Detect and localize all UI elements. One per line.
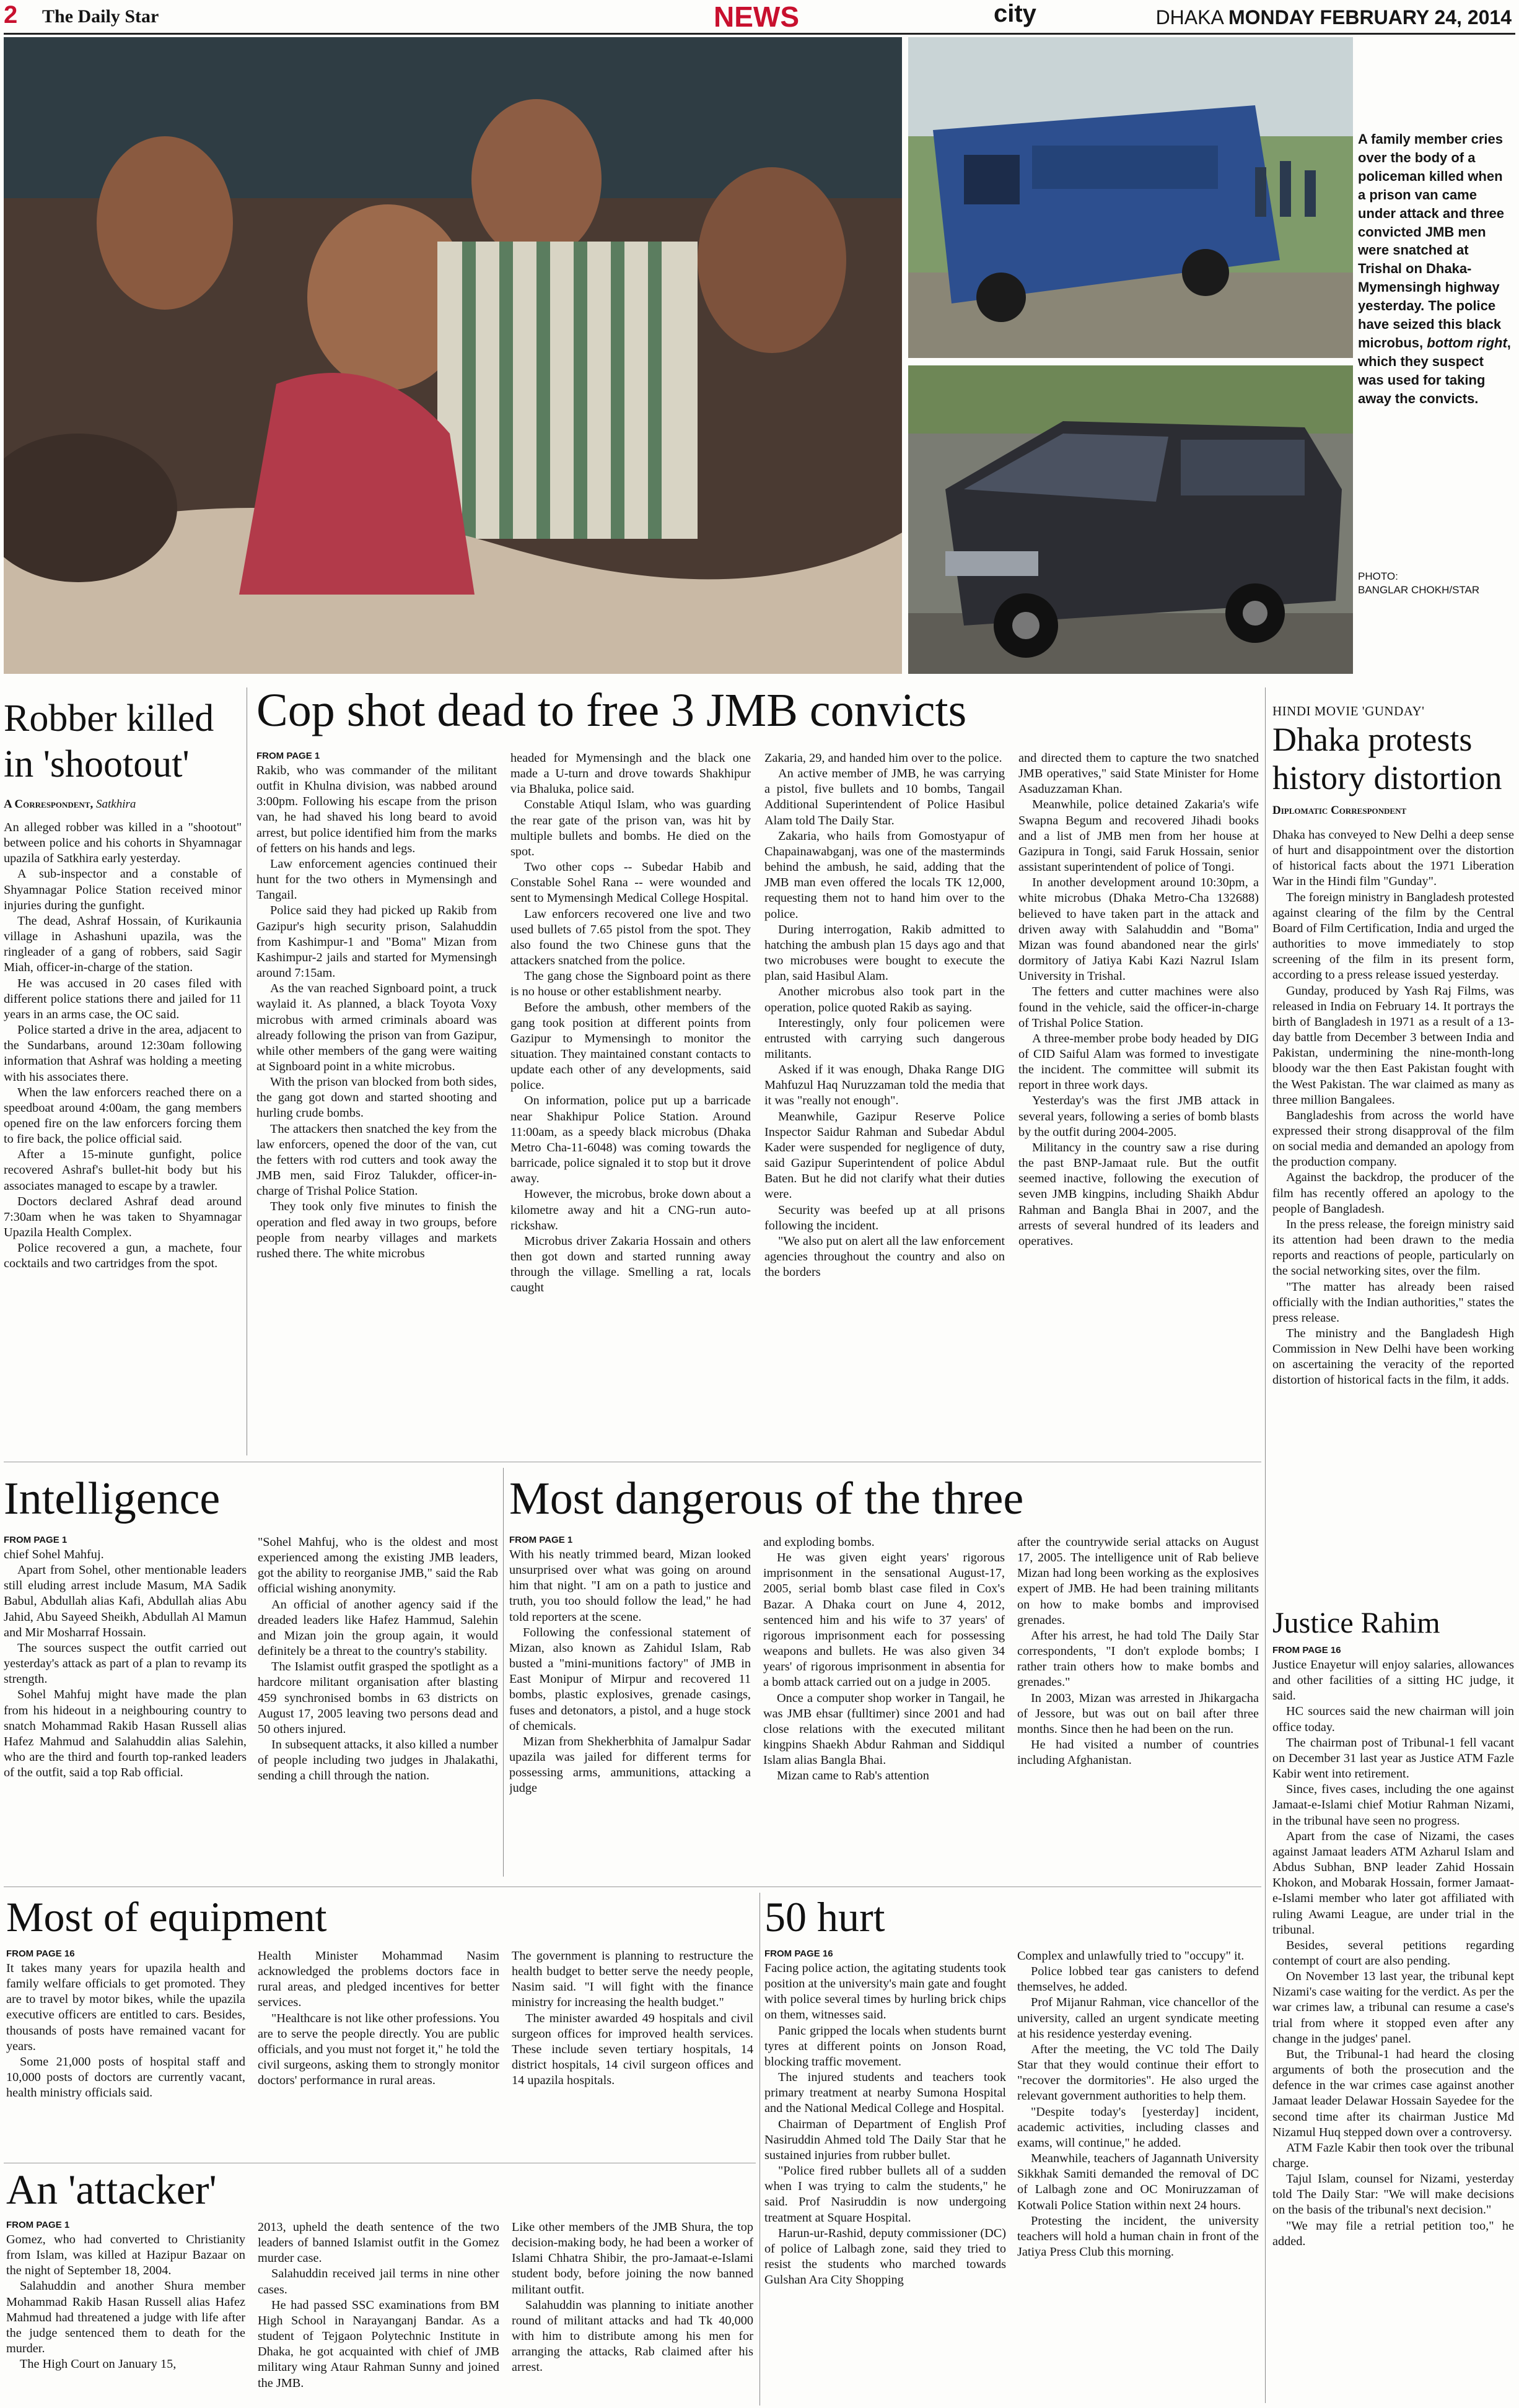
cop-column-1 <box>256 763 497 1449</box>
attacker-column-3 <box>512 2220 753 2406</box>
hurt-paragraph: The injured students and teachers took primary treatment at nearby Sumona Hospital and the National Medical College and Hospital. <box>764 2070 1006 2116</box>
photo-credit <box>1358 570 1513 597</box>
cop-paragraph: Rakib, who was commander of the militant outfit in Khulna division, was nabbed around 3:00pm. Following his escape from the prison van, he had shaved his long beard to avoid arrest, but police identified him from the marks of fetters on his hands and legs. <box>256 764 497 855</box>
gunday-paragraph: "The matter has already been raised officially with the Indian authorities," states the press release. <box>1272 1280 1514 1325</box>
cop-paragraph: Law enforcers recovered one live and two used bullets of 7.65 pistol from the spot. They also found the two Chinese guns that the attackers snatched from the police. <box>510 907 751 968</box>
attacker-paragraph: Salahuddin and another Shura member Mohammad Rakib Hasan Russell alias Hafez Mahmud had threatened a judge with life after the judge sentenced them to death for the murder. <box>6 2279 245 2356</box>
cop-paragraph: headed for Mymensingh and the black one made a U-turn and drove towards Shakhipur via Bhaluka, police said. <box>510 751 751 796</box>
hurt-paragraph: Meanwhile, teachers of Jagannath University Sikkhak Samiti demanded the removal of DC of Lalbagh zone and OC Moniruzzaman of Kotwali Police Station within next 24 hours. <box>1017 2152 1259 2212</box>
equipment-paragraph: "Healthcare is not like other professions. You are to serve the people directly. You are public officials, and you must not forget it," he told the civil surgeons, asking them to strongly monitor doctors' performance in rural areas. <box>258 2011 499 2088</box>
attacker-column-1 <box>6 2232 245 2406</box>
rahim-headline: Justice Rahim <box>1272 1607 1440 1639</box>
page-number: 2 <box>4 1 18 28</box>
equipment-headline: Most of equipment <box>6 1893 327 1940</box>
cop-paragraph: Zakaria, 29, and handed him over to the police. <box>764 751 1002 765</box>
equipment-column-2 <box>258 1948 499 2162</box>
robber-paragraph: An alleged robber was killed in a "shootout" between police and his cohorts in Shyamnagar upazila of Satkhira early yesterday. <box>4 821 242 866</box>
cop-from-page: FROM PAGE 1 <box>256 751 320 761</box>
intelligence-paragraph: Apart from Sohel, other mentionable leaders still eluding arrest include Masum, MA Sadik Babul, Abdullah alias Kafi, Abdullah alias Abu Jahid, Abu Sayeed Sheikh, Abdullah Al Mamun and Mir Mosharraf Hossain. <box>4 1563 247 1639</box>
robber-paragraph: He was accused in 20 cases filed with different police stations there and jailed for 11 years in an arms case, the OC said. <box>4 976 242 1021</box>
equipment-paragraph: It takes many years for upazila health and family welfare officials to get promoted. They are to travel by motor bikes, while the upazila executive officers are entitled to cars. Besides, thousands of posts have remained vacant for years. <box>6 1961 245 2053</box>
intelligence-paragraph: The sources suspect the outfit carried out yesterday's attack as part of a plan to revamp its strength. <box>4 1641 247 1686</box>
intelligence-paragraph: chief Sohel Mahfuj. <box>4 1548 104 1561</box>
cop-paragraph: Security was beefed up at all prisons following the incident. <box>764 1203 1005 1232</box>
robber-body <box>4 820 242 1447</box>
attacker-column-2 <box>258 2220 499 2406</box>
intelligence-paragraph: An official of another agency said if the dreaded leaders like Hafez Hammud, Salehin and Mizan join the group again, it would definitely be a threat to the country's stability. <box>258 1597 498 1659</box>
intelligence-column-1 <box>4 1547 247 1878</box>
equipment-paragraph: The government is planning to restructure the health budget to better serve the needy people, Nasim said. "I will fight with the finance ministry for increasing the health budget." <box>512 1949 753 2010</box>
robber-paragraph: After a 15-minute gunfight, police recovered Ashraf's bullet-hit body but his associates managed to escape by a trawler. <box>4 1148 242 1193</box>
hurt-paragraph: Chairman of Department of English Prof Nasiruddin Ahmed told The Daily Star that he sustained injuries from rubber bullet. <box>764 2117 1006 2162</box>
hurt-paragraph: "Police fired rubber bullets all of a sudden when I was trying to calm the students," he said. Prof Nasiruddin is now undergoing treatment at Square Hospital. <box>764 2164 1006 2225</box>
attacker-from-page: FROM PAGE 1 <box>6 2220 70 2230</box>
attacker-paragraph: Salahuddin was planning to initiate another round of militant attacks and had Tk 40,000 with him to distribute among his men for arranging the attacks, Rab claimed after his arrest. <box>512 2298 753 2375</box>
cop-paragraph: The gang chose the Signboard point as there is no house or other establishment nearby. <box>510 969 751 999</box>
robber-headline-1: Robber killed <box>4 697 214 739</box>
attacker-paragraph: 2013, upheld the death sentence of the two leaders of banned Islamist outfit in the Gomez murder case. <box>258 2220 499 2266</box>
hurt-column-1 <box>764 1961 1006 2406</box>
intelligence-paragraph: In subsequent attacks, it also killed a number of people including two judges in Jhalakathi, sending a chill through the nation. <box>258 1738 498 1783</box>
robber-paragraph: The dead, Ashraf Hossain, of Kurikaunia village in Ashashuni upazila, was the ringleader of a gang of robbers, said Sagir Miah, officer-in-charge of the station. <box>4 914 242 975</box>
column-rule <box>1265 687 1266 2403</box>
cop-paragraph: In another development around 10:30pm, a white microbus (Dhaka Metro-Cha 132688) believed to have taken part in the attack and driven away with Salahuddin and "Boma" Mizan was found abandoned near the girls' dormitory of Jatiya Kabi Kazi Nazrul Islam University in Trishal. <box>1018 876 1259 984</box>
rahim-paragraph: Apart from the case of Nizami, the cases against Jamaat leaders ATM Azharul Islam and Abdus Subhan, BNP leader Zahid Hossain Khokon, and Mobarak Hossain, former Jamaat-e-Islami member who later got affiliated with ruling Awami League, are under trial in the tribunal. <box>1272 1829 1514 1937</box>
intelligence-paragraph: Sohel Mahfuj might have made the plan from his hideout in a neighbouring country to snatch Mohammad Rakib Hasan Russell alias Hafez Mahmud and Salahuddin alias Salehin, who are the third and fourth top-ranked leaders of the outfit, said a top Rab official. <box>4 1688 247 1780</box>
cop-paragraph: An active member of JMB, he was carrying a pistol, five bullets and 10 bombs, Tangail Additional Superintendent of Police Hasibul Alam told The Daily Star. <box>764 767 1005 827</box>
cop-paragraph: Two other cops -- Subedar Habib and Constable Sohel Rana -- were wounded and sent to Mymensingh Medical College Hospital. <box>510 860 751 905</box>
photo-prison-van <box>908 37 1353 358</box>
hurt-headline: 50 hurt <box>764 1893 885 1940</box>
robber-paragraph: Police recovered a gun, a machete, four cocktails and two cartridges from the spot. <box>4 1241 242 1271</box>
credit-label: PHOTO: <box>1358 570 1398 582</box>
cop-paragraph: Police said they had picked up Rakib from Gazipur's high security prison, Salahuddin from Kashimpur-1 and "Boma" Mizan from Kashimpur-2 jails and started for Mymensingh around 7:15am. <box>256 904 497 980</box>
dangerous-paragraph: He had visited a number of countries including Afghanistan. <box>1017 1738 1259 1768</box>
cop-paragraph: Zakaria, who hails from Gomostyapur of Chapainawabganj, was one of the masterminds behind the ambush, he said, adding that the JMB man even offered the locals TK 12,000, requesting them not to hand him over to the police. <box>764 829 1005 921</box>
intelligence-paragraph: "Sohel Mahfuj, who is the oldest and most experienced among the existing JMB leaders, got the ability to reorganise JMB," said the Rab official wishing anonymity. <box>258 1535 498 1596</box>
dangerous-paragraph: Mizan came to Rab's attention <box>777 1769 929 1783</box>
gunday-byline: Diplomatic Correspondent <box>1272 804 1407 817</box>
cop-paragraph: During interrogation, Rakib admitted to hatching the ambush plan 15 days ago and that two microbuses were bought to execute the plan, said Hasibul Alam. <box>764 922 1005 984</box>
gunday-kicker: HINDI MOVIE 'GUNDAY' <box>1272 704 1425 718</box>
dangerous-from-page: FROM PAGE 1 <box>509 1535 573 1545</box>
cop-paragraph: Law enforcement agencies continued their hunt for the two others in Mymensingh and Tangail. <box>256 857 497 902</box>
dateline-date: MONDAY FEBRUARY 24, 2014 <box>1228 6 1512 28</box>
hurt-paragraph: Police lobbed tear gas canisters to defend themselves, he added. <box>1017 1965 1259 1994</box>
paper-name: The Daily Star <box>42 6 159 27</box>
dangerous-paragraph: after the countrywide serial attacks on August 17, 2005. The intelligence unit of Rab believe Mizan had long been working as the explosives expert of JMB. He had been training militants on how to make bombs and improvised grenades. <box>1017 1535 1259 1627</box>
cop-paragraph: and directed them to capture the two snatched JMB operatives," said State Minister for Home Asaduzzaman Khan. <box>1018 751 1259 796</box>
hurt-column-2 <box>1017 1948 1259 2406</box>
masthead <box>4 0 1515 35</box>
gunday-paragraph: Gunday, produced by Yash Raj Films, was released in India on February 14. It portrays the birth of Bangladesh in 1971 as a result of a 13-day battle from December 3 between India and Pakistan, undermining the nine-month-long bloody war the then East Pakistan fought with the West Pakistan. The war claimed as many as three million Bangalees. <box>1272 984 1514 1107</box>
robber-headline-2: in 'shootout' <box>4 743 190 785</box>
hurt-paragraph: "Despite today's [yesterday] incident, academic activities, including classes and exams, will continue," he added. <box>1017 2105 1259 2150</box>
hurt-paragraph: Facing police action, the agitating students took position at the university's main gate and fought with police several times by hurling brick chips on them, witnesses said. <box>764 1961 1006 2022</box>
subsection-label: city <box>994 0 1036 27</box>
cop-paragraph: Militancy in the country saw a rise during the past BNP-Jamaat rule. But the outfit seemed inactive, following the execution of seven JMB kingpins, including Shaikh Abdur Rahman and Bangla Bhai in 2007, and the arrests of several hundred of its leaders and operatives. <box>1018 1140 1259 1248</box>
attacker-headline: An 'attacker' <box>6 2166 217 2213</box>
cop-column-3 <box>764 751 1005 1449</box>
cop-paragraph: The attackers then snatched the key from the law enforcers, opened the door of the van, cut the fetters with rod cutters and took away the JMB men, said Firoz Talukder, officer-in-charge of Trishal Police Station. <box>256 1122 497 1198</box>
cop-paragraph: Constable Atiqul Islam, who was guarding the rear gate of the prison van, was hit by multiple bullets and bombs. He died on the spot. <box>510 798 751 858</box>
rahim-paragraph: Besides, several petitions regarding contempt of court are also pending. <box>1272 1938 1514 1968</box>
equipment-column-1 <box>6 1961 245 2162</box>
equipment-paragraph: Some 21,000 posts of hospital staff and 10,000 posts of doctors are currently vacant, health ministry officials said. <box>6 2054 245 2100</box>
dangerous-column-2 <box>763 1535 1005 1878</box>
attacker-paragraph: Like other members of the JMB Shura, the top decision-making body, he had been a worker of Islami Chhatra Shibir, the pro-Jamaat-e-Islami student body, before joining the now banned militant outfit. <box>512 2220 753 2297</box>
rahim-paragraph: But, the Tribunal-1 had heard the closing arguments of both the prosecution and the defence in the war crimes case against another Jamaat leader Delawar Hossain Sayedee for the second time after its chairman Justice Md Nizamul Huq stepped down over a controversy. <box>1272 2047 1514 2139</box>
photo-caption <box>1358 130 1513 408</box>
dangerous-column-3 <box>1017 1535 1259 1878</box>
dateline-city: DHAKA <box>1155 6 1224 28</box>
cop-paragraph: "We also put on alert all the law enforcement agencies throughout the country and also on the borders <box>764 1234 1005 1280</box>
dangerous-column-1 <box>509 1547 751 1878</box>
intelligence-column-2 <box>258 1535 498 1878</box>
hurt-paragraph: After the meeting, the VC told The Daily Star that they would continue their effort to "recover the dormitories". He also urged the relevant government authorities to help them. <box>1017 2042 1259 2103</box>
equipment-column-3 <box>512 1948 753 2162</box>
photo-mourners <box>4 37 902 674</box>
cop-paragraph: A three-member probe body headed by DIG of CID Saiful Alam was formed to investigate the incident. The committee will submit its report in three work days. <box>1018 1031 1259 1093</box>
cop-paragraph: Microbus driver Zakaria Hossain and others then got down and started running away through the village. Smelling a rat, locals caught <box>510 1234 751 1295</box>
hurt-paragraph: Protesting the incident, the university teachers will hold a human chain in front of the Jatiya Press Club this morning. <box>1017 2214 1259 2259</box>
robber-byline <box>4 798 136 811</box>
rahim-paragraph: Justice Enayetur will enjoy salaries, allowances and other facilities of a sitting HC judge, it said. <box>1272 1658 1514 1703</box>
robber-paragraph: A sub-inspector and a constable of Shyamnagar Police Station received minor injuries during the gunfight. <box>4 867 242 912</box>
gunday-headline-2: history distortion <box>1272 759 1502 796</box>
rahim-paragraph: HC sources said the new chairman will join office today. <box>1272 1704 1514 1734</box>
caption-text-b: , which they suspect was used for taking away the convicts. <box>1358 334 1511 406</box>
gunday-paragraph: The foreign ministry in Bangladesh protested against clearing of the film by the Central Board of Film Certification, India and urged the authorities to move immediately to stop screening of the film in its present form, according to a press release issued yesterday. <box>1272 890 1514 982</box>
gunday-paragraph: Bangladeshis from across the world have expressed their strong disapproval of the film on social media and demanded an apology from the production company. <box>1272 1108 1514 1169</box>
rahim-body <box>1272 1657 1514 2404</box>
dangerous-paragraph: and exploding bombs. <box>763 1535 875 1549</box>
attacker-paragraph: The High Court on January 15, <box>20 2357 177 2371</box>
rahim-paragraph: On November 13 last year, the tribunal kept Nizami's case waiting for the verdict. As per the war crimes law, a tribunal can resume a case's trial from where it stopped even after any change in the judges' panel. <box>1272 1970 1514 2046</box>
equipment-paragraph: The minister awarded 49 hospitals and civil surgeon offices for improved health services. These include seven tertiary hospitals, 14 district hospitals, 14 civil surgeon offices and 14 upazila hospitals. <box>512 2011 753 2088</box>
cop-paragraph: Asked if it was enough, Dhaka Range DIG Mahfuzul Haq Nuruzzaman told the media that it was "really not enough". <box>764 1063 1005 1108</box>
dangerous-paragraph: He was given eight years' rigorous imprisonment in the sensational August-17, 2005, serial bomb blast case filed in Cox's Bazar. A Dhaka court on June 4, 2012, sentenced him and his wife to 37 years' of rigorous imprisonment each for possessing weapons and bullets. He was also given 34 years' of rigorous imprisonment in absentia for a bomb attack carried out on a judge in 2005. <box>763 1551 1005 1690</box>
attacker-paragraph: Gomez, who had converted to Christianity from Islam, was killed at Hazipur Bazaar on the night of September 18, 2004. <box>6 2233 245 2278</box>
credit-name: BANGLAR CHOKH/STAR <box>1358 584 1480 596</box>
section-label: NEWS <box>714 1 799 33</box>
cop-column-4 <box>1018 751 1259 1449</box>
cop-headline: Cop shot dead to free 3 JMB convicts <box>256 684 967 736</box>
cop-paragraph: With the prison van blocked from both sides, the gang got down and started shooting and hurling crude bombs. <box>256 1075 497 1120</box>
robber-paragraph: Police started a drive in the area, adjacent to the Sundarbans, around 12:30am following information that Ashraf was holding a meeting with his associates there. <box>4 1023 242 1084</box>
gunday-paragraph: The ministry and the Bangladesh High Commission in New Delhi have been working on ascertaining the veracity of the reported distortion of historical facts in the film, it adds. <box>1272 1327 1514 1387</box>
rahim-paragraph: ATM Fazle Kabir then took over the tribunal charge. <box>1272 2140 1514 2170</box>
dangerous-paragraph: After his arrest, he had told The Daily Star correspondents, "I don't explode bombs; I rather train others how to make bombs and grenades." <box>1017 1628 1259 1690</box>
hurt-paragraph: Prof Mijanur Rahman, vice chancellor of the university, called an urgent syndicate meeting at his residence yesterday evening. <box>1017 1996 1259 2041</box>
equipment-from-page: FROM PAGE 16 <box>6 1948 75 1959</box>
dangerous-paragraph: With his neatly trimmed beard, Mizan looked unsurprised over what was going on around him that night. "I am on a path to justice and truth, you too should follow the lead," he had told reporters at the scene. <box>509 1548 751 1624</box>
robber-paragraph: Doctors declared Ashraf dead around 7:30am when he was taken to Shyamnagar Upazila Health Complex. <box>4 1194 242 1240</box>
intelligence-paragraph: The Islamist outfit grasped the spotlight as a hardcore militant organisation after blasting 459 synchronised bombs in 63 districts on August 17, 2005 leaving two persons dead and 50 others injured. <box>258 1660 498 1736</box>
hurt-paragraph: Panic gripped the locals when students burnt tyres at different points on Jonson Road, blocking traffic movement. <box>764 2023 1006 2069</box>
cop-paragraph: Meanwhile, Gazipur Reserve Police Inspector Saidur Rahman and Subedar Abdul Kader were suspended for negligence of duty, said Gazipur Superintendent of police Abdul Baten. But he did not clarify what their duties were. <box>764 1109 1005 1202</box>
equipment-paragraph: Health Minister Mohammad Nasim acknowledged the problems doctors face in rural areas, and pledged incentives for better services. <box>258 1949 499 2010</box>
dangerous-paragraph: Following the confessional statement of Mizan, also known as Zahidul Islam, Rab busted a "mini-munitions factory" of JMB in East Monipur of Mirpur and recovered 11 bombs, plastic explosives, grenade casings, fuses and detonators, a pistol, and a huge stock of chemicals. <box>509 1625 751 1733</box>
rahim-paragraph: The chairman post of Tribunal-1 fell vacant on December 31 last year as Justice ATM Fazle Kabir went into retirement. <box>1272 1735 1514 1781</box>
robber-byline-place: Satkhira <box>96 798 136 811</box>
dateline <box>1156 6 1512 29</box>
cop-paragraph: They took only five minutes to finish the operation and fled away in two groups, before people from nearby villages and markets rushed there. The white microbus <box>256 1200 497 1260</box>
gunday-paragraph: Dhaka has conveyed to New Delhi a deep sense of hurt and disappointment over the distortion of historical facts about the 1971 Liberation War in the Hindi film "Gunday". <box>1272 828 1514 889</box>
hurt-paragraph: Harun-ur-Rashid, deputy commissioner (DC) of police of Lalbagh zone, said they tried to resist the students who marched towards Gulshan Ara City Shopping <box>764 2226 1006 2287</box>
rahim-paragraph: "We may file a retrial petition too," he added. <box>1272 2218 1514 2248</box>
rahim-from-page: FROM PAGE 16 <box>1272 1645 1341 1656</box>
robber-byline-name: A Correspondent, <box>4 798 94 811</box>
dangerous-paragraph: Mizan from Shekherbhita of Jamalpur Sadar upazila was jailed for different terms for possessing arms, ammunitions, attacking a judge <box>509 1734 751 1795</box>
rahim-paragraph: Tajul Islam, counsel for Nizami, yesterday told The Daily Star: "We will make decisions on the basis of the tribunal's next decision." <box>1272 2172 1514 2217</box>
cop-paragraph: As the van reached Signboard point, a truck waylaid it. As planned, a black Toyota Voxy microbus with armed criminals aboard was already following the prison van from Gazipur, while other members of the gang were waiting at Signboard point in a white microbus. <box>256 982 497 1073</box>
cop-paragraph: Another microbus also took part in the operation, police quoted Rakib as saying. <box>764 985 1005 1014</box>
gunday-headline-1: Dhaka protests <box>1272 721 1473 758</box>
intelligence-headline: Intelligence <box>4 1473 221 1524</box>
rahim-paragraph: Since, fives cases, including the one against Jamaat-e-Islami chief Motiur Rahman Nizami, in the tribunal have seen no progress. <box>1272 1782 1514 1828</box>
caption-italic: bottom right <box>1427 334 1507 351</box>
dangerous-paragraph: In 2003, Mizan was arrested in Jhikargacha of Jessore, but was out on bail after three months. Since then he had been on the run. <box>1017 1691 1259 1736</box>
cop-paragraph: Interestingly, only four policemen were entrusted with carrying such dangerous militants. <box>764 1016 1005 1061</box>
cop-paragraph: However, the microbus, broke down about a kilometre away and hit a CNG-run auto-rickshaw. <box>510 1187 751 1232</box>
column-rule <box>503 1468 504 1877</box>
dangerous-paragraph: Once a computer shop worker in Tangail, he was JMB ehsar (fulltimer) since 2001 and had close relations with the executed militant kingpins Shaekh Abdur Rahman and Siddiqul Islam alias Bangla Bhai. <box>763 1691 1005 1768</box>
cop-paragraph: Meanwhile, police detained Zakaria's wife Swapna Begum and recovered Jihadi books and a list of JMB men from her house at Gazipura in Tongi, said Faruk Hossain, senior assistant superintendent of police of Tongi. <box>1018 798 1259 875</box>
gunday-paragraph: In the press release, the foreign ministry said its attention had been drawn to the media reports and reactions of people, particularly on the social networking sites, over the film. <box>1272 1217 1514 1278</box>
caption-text-a: A family member cries over the body of a policeman killed when a prison van came under attack and three convicted JMB men were snatched at Trishal on Dhaka-Mymensingh highway yesterday. The police have seized this black microbus, <box>1358 131 1504 351</box>
cop-paragraph: On information, police put up a barricade near Shakhipur Police Station. Around 11:00am, as a speedy black microbus (Dhaka Metro Cha-11-6048) was coming towards the barricade, police signaled it to stop but it drove away. <box>510 1094 751 1186</box>
attacker-paragraph: He had passed SSC examinations from BM High School in Narayanganj Bandar. As a student of Tejgaon Polytechnic Institute in Dhaka, he got acquainted with chief of JMB military wing Ataur Rahman Sunny and joined the JMB. <box>258 2298 499 2390</box>
robber-paragraph: When the law enforcers reached there on a speedboat around 4:00am, the gang members opened fire on the law enforcers forcing them to fire back, the police official said. <box>4 1085 242 1146</box>
intelligence-from-page: FROM PAGE 1 <box>4 1535 68 1545</box>
photo-black-microbus <box>908 365 1353 674</box>
cop-column-2 <box>510 751 751 1449</box>
gunday-paragraph: Against the backdrop, the producer of the film has recently offered an apology to the people of Bangladesh. <box>1272 1171 1514 1216</box>
dangerous-headline: Most dangerous of the three <box>509 1473 1024 1524</box>
cop-paragraph: Before the ambush, other members of the gang took position at different points from Gazipur to Mymensingh to monitor the situation. They maintained constant contacts to update each other of any developments, said police. <box>510 1000 751 1093</box>
gunday-body <box>1272 827 1514 1594</box>
hurt-paragraph: Complex and unlawfully tried to "occupy" it. <box>1017 1949 1245 1963</box>
attacker-paragraph: Salahuddin received jail terms in nine other cases. <box>258 2267 499 2297</box>
cop-paragraph: The fetters and cutter machines were also found in the vehicle, said the officer-in-charge of Trishal Police Station. <box>1018 985 1259 1030</box>
cop-paragraph: Yesterday's was the first JMB attack in several years, following a series of bomb blasts by the outfit during 2004-2005. <box>1018 1094 1259 1139</box>
hurt-from-page: FROM PAGE 16 <box>764 1948 833 1959</box>
